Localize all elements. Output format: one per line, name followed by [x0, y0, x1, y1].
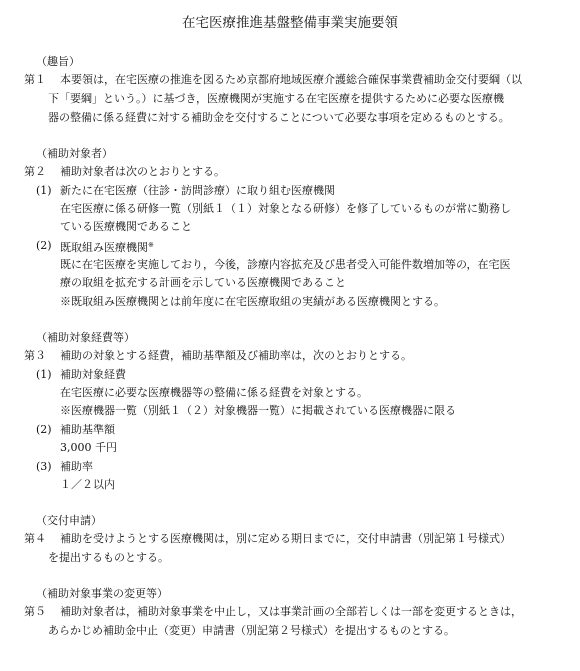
paragraph-line: 補助を受けようとする医療機関は，別に定める期日までに，交付申請書（別記第１号様式）	[60, 532, 511, 545]
subsidy-rate-value: １／２以内	[60, 478, 115, 491]
paragraph-line: 補助対象者は次のとおりとする。	[60, 165, 225, 178]
paragraph-line: 在宅医療に係る研修一覧（別紙１（１）対象となる研修）を修了しているものが常に勤務し	[60, 202, 511, 215]
item-label: (3)	[36, 460, 52, 473]
item-title: 補助基準額	[60, 423, 115, 436]
paragraph-line: 補助の対象とする経費，補助基準額及び補助率は，次のとおりとする。	[60, 349, 412, 362]
item-label: (2)	[36, 423, 52, 436]
section-heading: （趣旨）	[36, 55, 80, 68]
paragraph-line: 既に在宅医療を実施しており，今後，診療内容拡充及び患者受入可能件数増加等の，在宅医	[60, 258, 511, 271]
section-heading: （補助対象経費等）	[36, 331, 135, 344]
article-number: 第３	[24, 349, 46, 362]
paragraph-line: ている医療機関であること	[60, 220, 192, 233]
paragraph-line: 在宅医療に必要な医療機器等の整備に係る経費を対象とする。	[60, 386, 368, 399]
note-line: ※医療機器一覧（別紙１（２）対象機器一覧）に掲載されている医療機器に限る	[60, 404, 456, 417]
document-title: 在宅医療推進基盤整備事業実施要領	[182, 15, 398, 31]
article-number: 第２	[24, 165, 46, 178]
section-heading: （交付申請）	[36, 514, 102, 527]
article-number: 第５	[24, 605, 46, 618]
paragraph-line: 下「要綱」という。）に基づき，医療機関が実施する在宅医療を提供するために必要な医療機	[48, 92, 505, 105]
standard-amount-value: 3,000 千円	[60, 441, 117, 454]
section-heading: （補助対象者）	[36, 147, 113, 160]
item-title: 補助対象経費	[60, 368, 126, 381]
item-title-text: 既取組み医療機関	[60, 241, 148, 254]
item-title	[60, 239, 154, 254]
section-heading: （補助対象事業の変更等）	[36, 587, 168, 600]
item-label: (1)	[36, 368, 52, 381]
paragraph-line: 療の取組を拡充する計画を示している医療機関であること	[60, 276, 346, 289]
item-title: 補助率	[60, 460, 93, 473]
paragraph-line: 補助対象者は，補助対象事業を中止し，又は事業計画の全部若しくは一部を変更するときは，	[60, 605, 522, 618]
paragraph-line: 器の整備に係る経費に対する補助金を交付することについて必要な事項を定めるものとする。	[48, 111, 510, 124]
paragraph-line: を提出するものとする。	[48, 551, 169, 564]
paragraph-line: 本要領は，在宅医療の推進を図るため京都府地域医療介護総合確保事業費補助金交付要綱（以	[60, 73, 522, 86]
article-number: 第１	[24, 73, 46, 86]
article-number: 第４	[24, 532, 46, 545]
item-title: 新たに在宅医療（往診・訪問診療）に取り組む医療機関	[60, 184, 335, 197]
note-line: ※既取組み医療機関とは前年度に在宅医療取組の実績がある医療機関とする。	[60, 295, 445, 308]
item-label: (1)	[36, 184, 52, 197]
paragraph-line: あらかじめ補助金中止（変更）申請書（別記第２号様式）を提出するものとする。	[48, 624, 455, 637]
footnote-mark: ※	[148, 241, 154, 249]
item-label: (2)	[36, 239, 52, 252]
